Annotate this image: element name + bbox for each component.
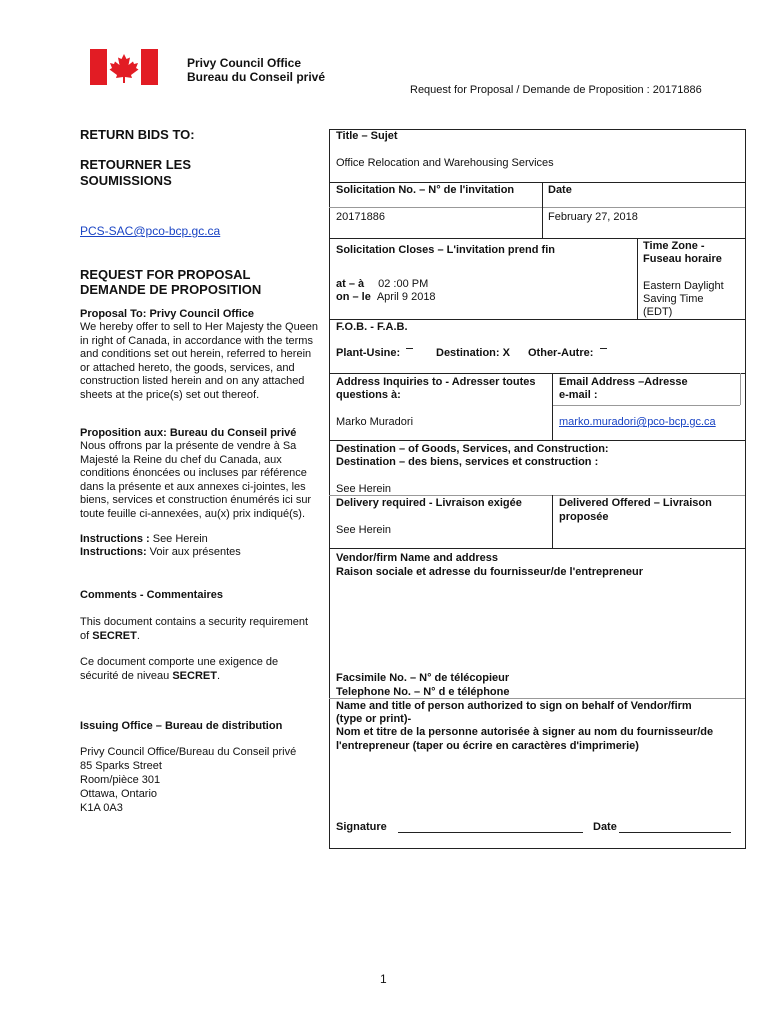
other-autre-label: Other-Autre: (528, 347, 594, 359)
timezone-label-2: Fuseau horaire (643, 253, 722, 265)
contact-email-link[interactable]: marko.muradori@pco-bcp.gc.ca (559, 416, 716, 428)
form-divider (329, 373, 745, 374)
fob-label: F.O.B. - F.A.B. (336, 321, 408, 333)
closes-label: Solicitation Closes – L'invitation prend fin (336, 244, 555, 256)
security-note-fr: Ce document comporte une exigence de sécurité de niveau SECRET. (80, 656, 279, 682)
email-address-label-2: e-mail : (559, 389, 598, 401)
security-note-en: This document contains a security requirement of SECRET. (80, 616, 309, 642)
security-note-en-text: This document contains a security requirement of (80, 616, 309, 642)
title-value: Office Relocation and Warehousing Services (336, 157, 554, 169)
timezone-value-3: (EDT) (643, 306, 673, 318)
plant-usine-field[interactable] (406, 348, 413, 349)
proposition-label: Proposition aux: Bureau du Conseil privé (80, 427, 297, 439)
proposition-text: Nous offrons par la présente de vendre à Sa Majesté la Reine du chef du Canada, aux conditions énoncées ou incluses par référence dans la présente et aux annexes ci-jointes, les biens, services et construction énumérés ici sur toute feuille ci-annexées, au(x) prix indiqué(s). (80, 440, 312, 520)
signature-field[interactable] (398, 832, 583, 833)
retourner-heading-1: RETOURNER LES (80, 157, 191, 172)
destination-label: Destination: X (436, 347, 510, 359)
destination-value: See Herein (336, 483, 392, 495)
delivery-required-label: Delivery required - Livraison exigée (336, 497, 522, 509)
proposal-to-text: We hereby offer to sell to Her Majesty the Queen in right of Canada, in accordance with the terms and conditions set out herein, referred to herein or attached hereto, the goods, services, and construction listed herein and on any attached sheets at the price(s) set out thereof. (80, 321, 319, 401)
phone-label: Telephone No. – N° d e téléphone (336, 686, 510, 698)
timezone-value-2: Saving Time (643, 293, 704, 305)
issuing-office-label: Issuing Office – Bureau de distribution (80, 720, 283, 732)
form-divider (542, 207, 745, 208)
instructions-fr (80, 546, 241, 560)
plant-usine-label: Plant-Usine: (336, 347, 401, 359)
date-label: Date (548, 184, 572, 196)
delivered-offered-label-2: proposée (559, 511, 609, 523)
form-column-divider (542, 182, 543, 238)
name-title-label-2: (type or print)- (336, 713, 412, 725)
return-bids-heading: RETURN BIDS TO: (80, 127, 195, 142)
instructions-en-label: Instructions : (80, 533, 150, 545)
issuing-address-2: 85 Sparks Street (80, 760, 162, 772)
instructions-en-value: See Herein (149, 533, 208, 545)
form-column-divider (740, 373, 741, 405)
instructions-fr-label: Instructions: (80, 546, 147, 558)
form-divider (329, 238, 745, 239)
comments-label: Comments - Commentaires (80, 589, 224, 601)
org-name-fr: Bureau du Conseil privé (187, 70, 326, 84)
solicitation-label: Solicitation No. – N° de l'invitation (336, 184, 515, 196)
form-column-divider (552, 495, 553, 548)
signature-label: Signature (336, 821, 387, 833)
issuing-address-5: K1A 0A3 (80, 802, 123, 814)
form-column-divider (637, 238, 638, 319)
canada-flag-icon (90, 49, 158, 85)
timezone-label-1: Time Zone - (643, 240, 705, 252)
vendor-label-1: Vendor/firm Name and address (336, 552, 498, 564)
contact-name: Marko Muradori (336, 416, 414, 428)
delivery-required-value: See Herein (336, 524, 392, 536)
delivered-offered-label-1: Delivered Offered – Livraison (559, 497, 712, 509)
form-divider (329, 319, 745, 320)
fax-label: Facsimile No. – N° de télécopieur (336, 672, 510, 684)
closes-at-value: 02 :00 PM (378, 278, 429, 290)
proposal-to-label: Proposal To: Privy Council Office (80, 308, 254, 320)
page-number: 1 (380, 972, 387, 986)
security-level-en: SECRET (92, 629, 137, 642)
date-value: February 27, 2018 (548, 211, 638, 223)
rfp-title-fr: DEMANDE DE PROPOSITION (80, 282, 262, 297)
retourner-heading-2: SOUMISSIONS (80, 173, 172, 188)
form-divider (329, 440, 745, 441)
closes-on-value: April 9 2018 (376, 291, 436, 303)
instructions-en (80, 533, 208, 547)
form-divider (329, 207, 542, 208)
destination-goods-label-2: Destination – des biens, services et construction : (336, 456, 599, 468)
signature-date-field[interactable] (619, 832, 731, 833)
timezone-value-1: Eastern Daylight (643, 280, 724, 292)
closes-on-label: on – le (336, 291, 371, 303)
inquiries-label-1: Address Inquiries to - Adresser toutes (336, 376, 536, 388)
instructions-fr-value: Voir aux présentes (146, 546, 241, 558)
name-title-label-3: Nom et titre de la personne autorisée à signer au nom du fournisseur/de (336, 726, 714, 738)
form-divider (329, 182, 745, 183)
vendor-label-2: Raison sociale et adresse du fournisseur/de l'entrepreneur (336, 566, 644, 578)
signature-date-label: Date (593, 821, 617, 833)
title-label: Title – Sujet (336, 130, 398, 142)
security-level-fr: SECRET (172, 669, 217, 682)
org-name-en: Privy Council Office (187, 56, 302, 70)
issuing-address-1: Privy Council Office/Bureau du Conseil privé (80, 746, 297, 758)
security-note-fr-text: Ce document comporte une exigence de sécurité de niveau (80, 656, 279, 682)
issuing-address-3: Room/pièce 301 (80, 774, 161, 786)
name-title-label-1: Name and title of person authorized to sign on behalf of Vendor/firm (336, 700, 692, 712)
closes-at-label: at – à (336, 278, 365, 290)
return-email-link[interactable]: PCS-SAC@pco-bcp.gc.ca (80, 224, 221, 238)
closes-at (336, 278, 428, 292)
destination-goods-label-1: Destination – of Goods, Services, and Construction: (336, 443, 609, 455)
form-column-divider (552, 373, 553, 440)
form-divider (329, 495, 745, 496)
issuing-address-4: Ottawa, Ontario (80, 788, 158, 800)
rfp-reference: Request for Proposal / Demande de Proposition : 20171886 (410, 84, 702, 96)
form-divider (329, 548, 745, 549)
closes-on (336, 291, 436, 305)
inquiries-label-2: questions à: (336, 389, 401, 401)
form-divider (552, 405, 740, 406)
name-title-label-4: l'entrepreneur (taper ou écrire en caractères d'imprimerie) (336, 740, 639, 752)
other-autre-field[interactable] (600, 348, 607, 349)
email-address-label-1: Email Address –Adresse (559, 376, 688, 388)
rfp-title-en: REQUEST FOR PROPOSAL (80, 267, 251, 282)
solicitation-value: 20171886 (336, 211, 385, 223)
